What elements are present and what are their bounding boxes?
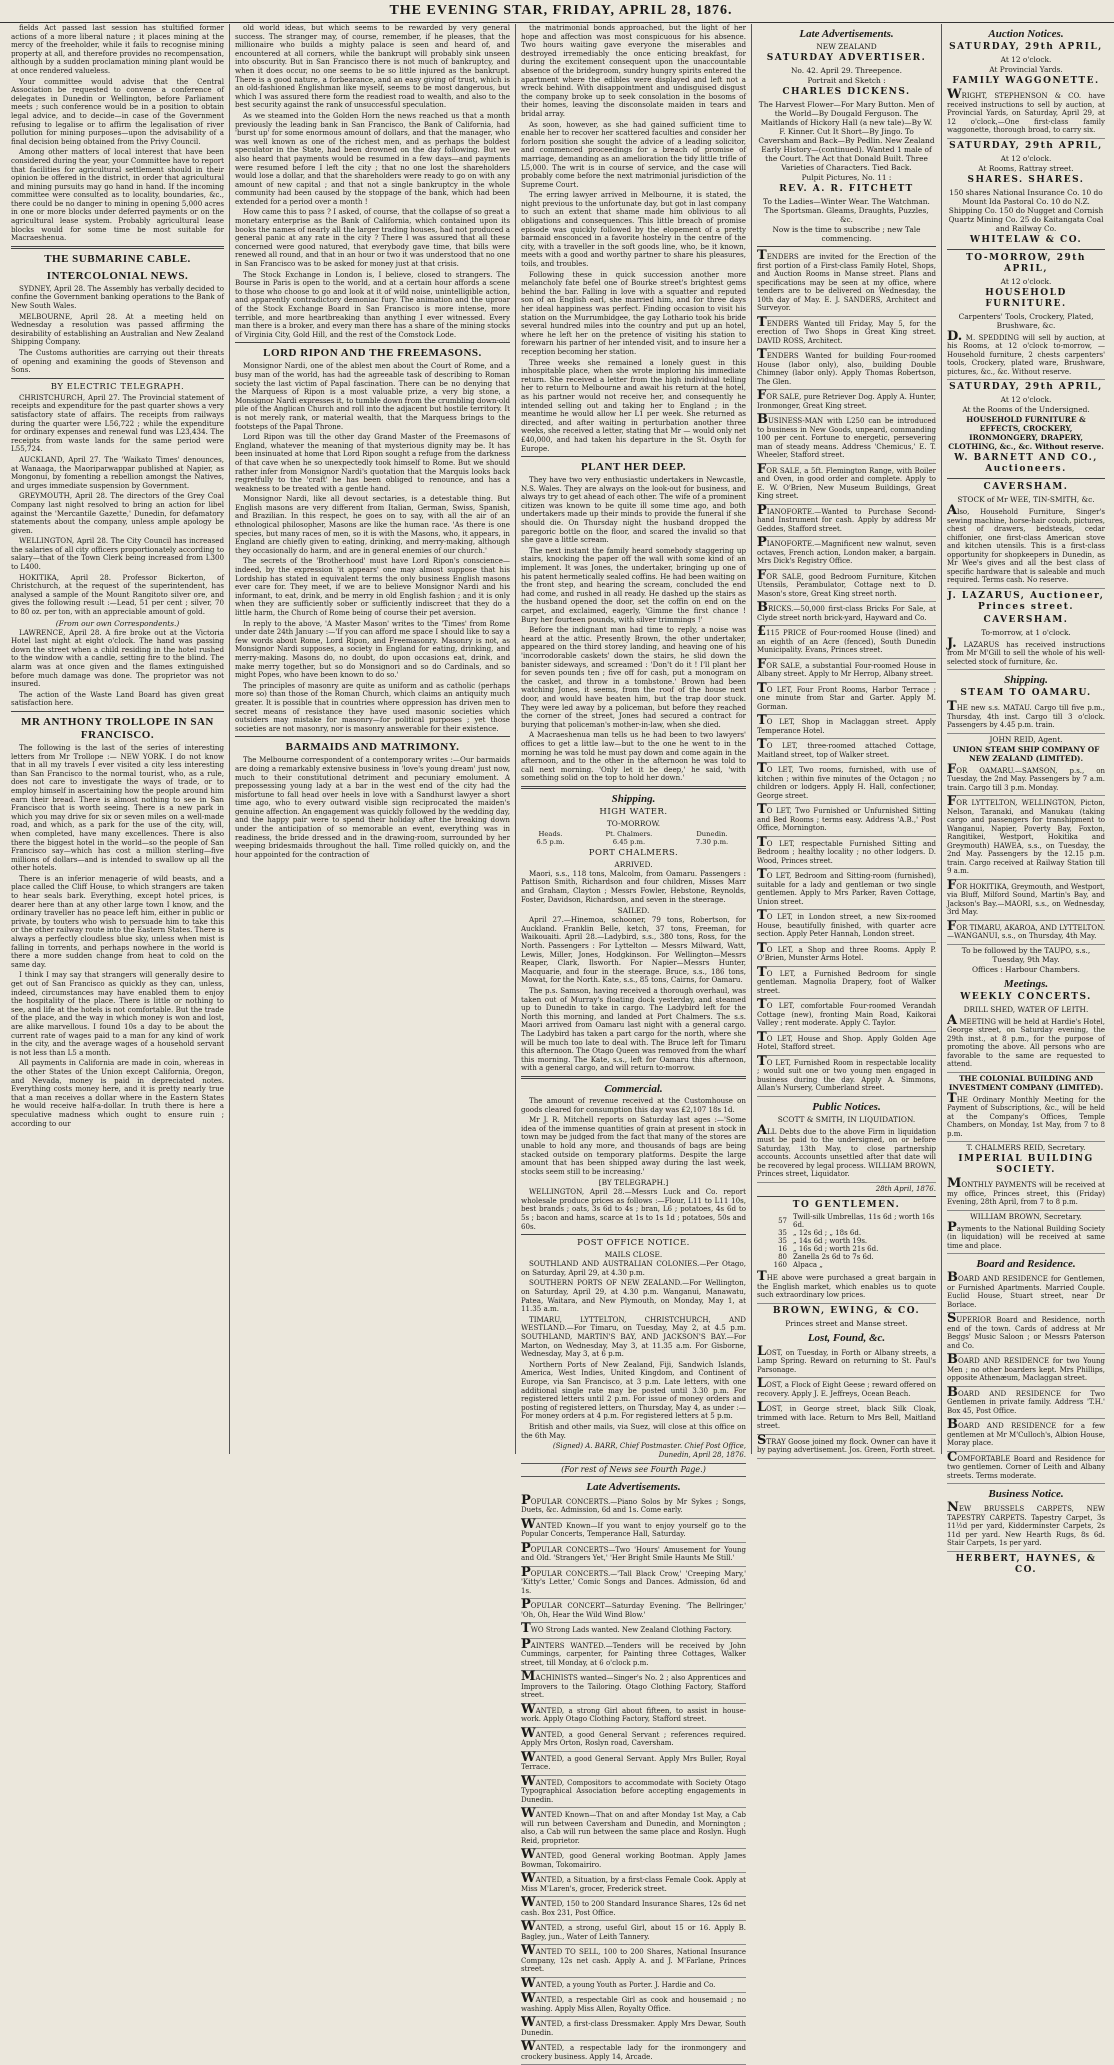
divider xyxy=(11,246,224,249)
classified-ad: TO LET, Four Front Rooms, Harbor Terrace ; one minute from Star and Garter. Apply M. Gorman. xyxy=(757,683,936,716)
news-sydney: SYDNEY, April 28. The Assembly has verbally decided to confine the Government banking operations to the Bank of New South Wales. xyxy=(11,283,224,311)
sailed-text: April 27.—Hinemoa, schooner, 79 tons, Robertson, for Auckland. Franklin Belle, ketch, 37 tons, Freeman, for Waikouaiti. April 28.—Ladybird, s.s., 380 tons, Ross, for the North. Passengers : For Lyttelton — Messrs Milward, Watt, Lewis, Miller, Jones, Hodgkinson. For Wellington—Messrs Reaper, Clark, Ilsworth. For Napier—Messrs Hunter, Macquarie, and four in the steerage. Bruce, s.s., 186 tons, Mowat, for the North. Kate, s.s., 85 tons, Cairns, for Oamaru. xyxy=(521,915,746,985)
classified-ad: WANTED Known—That on and after Monday 1st May, a Cab will run between Caversham and Dunedin, and Mornington ; also, a Cab will run between the same place and Roslyn. Hugh Reid, proprietor. xyxy=(521,1808,746,1849)
classified-ad: WANTED Known—If you want to enjoy yourself go to the Popular Concerts, Temperance Hall, Saturday. xyxy=(521,1519,746,1543)
divider xyxy=(235,736,510,737)
secretary-name: WILLIAM BROWN, Secretary. xyxy=(970,1211,1082,1221)
divider xyxy=(521,1076,746,1079)
news-melbourne: MELBOURNE, April 28. At a meeting held on Wednesday a resolution was passed affirming the desirability of establishing an Australian and New Zealand Shipping Company. xyxy=(11,311,224,347)
board-ad: BOARD AND RESIDENCE for Two Gentlemen in private family. Address 'T.H.' Box 45, Post Office. xyxy=(947,1387,1105,1420)
sa-line1: NEW ZEALAND xyxy=(816,42,877,51)
business-ad: NEW BRUSSELS CARPETS, NEW TAPESTRY CARPETS. Tapestry Carpet, 3s 11½d per yard, Kidderminster Carpets, 2s 11d per yard. New Hearth Rugs, 8s 6d. Stair Carpets, 1s per yard. xyxy=(947,1502,1105,1552)
stock-body: Also, Household Furniture, Singer's sewing machine, horse-hair couch, pictures, chest of drawers, bedsteads, cedar chiffonier, one first-class American stove and kitchen utensils. This is a first-class opportunity for shopkeepers in Dunedin, as Mr Wee's gives and all the best class of specific hardware that is saleable and much required. Terms cash. No reserve. xyxy=(947,505,1105,589)
classified-ad: FOR SALE, a 5ft. Flemington Range, with Boiler and Oven, in good order and complete. Apply to E. W. O'Brien, New Museum Buildings, Great King street. xyxy=(757,464,936,505)
price-qty: 16 xyxy=(778,1245,787,1253)
barmaids-para-3: As soon, however, as she had gained sufficient time to enable her to recover her scattered faculties and consider her forlorn position she sought the advice of a leading solicitor, and commenced proceedings for a breach of promise of marriage, demanding as an amelioration the tidy little trifle of L5,000. The writ is in course of service, and the case will probably come before the next matrimonial jurisdiction of the Supreme Court. xyxy=(521,119,746,189)
classified-ad: WANTED, 150 to 200 Standard Insurance Shares, 12s 6d net cash. Box 231, Post Office. xyxy=(521,1897,746,1921)
section-shipping: Shipping. xyxy=(1004,674,1048,686)
classified-ad: PAINTERS WANTED.—Tenders will be received by John Cummings, carpenter, for Painting three Cottages, Walker street, till Monday, at 6 o'clock p.m. xyxy=(521,1639,746,1672)
to-gentlemen-heading: TO GENTLEMEN. xyxy=(792,1200,901,1210)
trollope-cont-4: The Stock Exchange in London is, I believe, closed to strangers. The Bourse in Paris is open to the world, and at a certain hour affords a scene to those who choose to go and look at it of wild noise, unintelligible action, and apparently contradictory demoniac fury. The animation and the uproar of the Stock Exchange Board in San Francisco is more intense, more terrible, and more heartbreaking than anything I ever witnessed. Every man there is a broker, and every man there has a share of the mining stocks of Virginia City, Gold Hill, and the rest of the Comstock Lode. xyxy=(235,269,510,339)
section-commercial: Commercial. xyxy=(604,1082,663,1095)
shares-heading: SHARES. SHARES. xyxy=(967,174,1085,185)
classified-ad: TO LET, House and Shop. Apply Golden Age Hotel, Stafford street. xyxy=(757,1032,936,1056)
masthead xyxy=(0,0,1114,23)
post-notice-2: SOUTHERN PORTS OF NEW ZEALAND.—For Wellington, on Saturday, April 29, at 4.30 p.m. Wanganui, Manawatu, Patea, Waitara, and New Plymouth, on Monday, May 1, at 11.35 a.m. xyxy=(521,1278,746,1314)
classified-ad: WANTED, a Situation, by a first-class Female Cook. Apply at Miss M'Laren's, grocer, Frederick street. xyxy=(521,1873,746,1897)
umbrella-price-list xyxy=(757,1213,936,1269)
news-waste-land: The action of the Waste Land Board has given great satisfaction here. xyxy=(11,689,224,708)
classified-ad: TO LET, a Furnished Bedroom for single gentleman. Magnolia Drapery, foot of Walker street. xyxy=(757,967,936,1000)
ship-ad: FOR TIMARU, AKAROA, AND LYTTELTON.—WANGANUI, s.s., on Thursday, 4th May. xyxy=(947,921,1105,945)
trollope-cont-1: old world ideas, but which seems to be rewarded by very general success. The stranger may, of course, remember, if he pleases, that the millionaire who builds a mighty palace is seen and heard of, and encountered at all corners, while the bankrupt will probably sink unseen into obscurity. But in San Francisco there is not much of bankruptcy, and when it does occur, no one seems to be so little injured as the bankrupt. There is a good nature, a forbearance, and an easy giving of trust, which is an old-fashioned Englishman like myself, seems to be most dangerous, but which I was assured there form the readiest road to wealth, and also to the best security against the rank of unsuccessful speculation. xyxy=(235,23,510,110)
classified-ad: BUSINESS-MAN with L250 can be introduced to business in New Goods, unpeard, commanding 100 per cent. Fortune to energetic, persevering man of steady means. Address 'Chemicus,' E. T. Wheeler, Stafford street. xyxy=(757,414,936,464)
tide-place: Pt. Chalmers. xyxy=(605,829,653,838)
trollope-para-1: The following is the last of the series of interesting letters from Mr Trollope :— NEW YORK. I do not know that in all my travels I ever visited a city less interesting than San Francisco to the normal tourist, who, as a rule, does not care to investigate the ways of trade, or to employ himself in ascertaining how the people around him earn their bread. There is almost nothing to see in San Francisco that is worth seeing. There is a new park in which you may drive for six or seven miles on a well-made road, and which, as a park for the use of the city, will, when completed, have many excellences. There is also there the biggest hotel in the world—so the people of San Francisco say—which has cost a million sterling—five millions of dollars—and is intended to swallow up all the other hotels. xyxy=(11,742,224,873)
offices-line: Offices : Harbour Chambers. xyxy=(972,964,1080,974)
classified-ad: FOR SALE, pure Retriever Dog. Apply A. Hunter, Ironmonger, Great King street. xyxy=(757,390,936,414)
classified-ad: WANTED, a first-class Dressmaker. Apply Mrs Dewar, South Dunedin. xyxy=(521,2017,746,2041)
imperial-body: MONTHLY PAYMENTS will be received at my office, Princes street, this (Friday) Evening, 28th April, from 7 to 8 p.m. xyxy=(947,1178,1105,1211)
price-item: Twill-silk Umbrellas, 11s 6d ; worth 16s 6d. xyxy=(793,1213,935,1229)
auction-time: At 12 o'clock. xyxy=(1000,153,1052,163)
arrived-text: Maori, s.s., 118 tons, Malcolm, from Oamaru. Passengers : Pattison Smith, Richardson and four children, Misses Marr and Graham, Clayton ; Messrs Fowler, Hebstone, Reynolds, Foster, Davidson, Richardson, and seven in the steerage. xyxy=(521,868,746,904)
ripon-para-4: The secrets of the 'Brotherhood' must have Lord Ripon's conscience—indeed, by the expression 'it appears' one may almost suppose that his Lordship has stated in equivalent terms the only business English masons ever care for. They meet, if we are to believe Monsignor Nardi and his informant, to eat, drink, and be merry in old English fashion ; and it is only when they are sufficiently sober or sufficiently indiscreet that they do a little harm, the Church of Rome being of course their pet aversion. xyxy=(235,556,510,617)
auction-date: SATURDAY, 29th APRIL, xyxy=(949,42,1103,52)
auction-date: SATURDAY, 29th APRIL, xyxy=(949,382,1103,392)
auction-time: At 12 o'clock. xyxy=(1000,395,1052,404)
board-ad: BOARD AND RESIDENCE for two Young Men ; no other boarders kept. Mrs Phillips, opposite Athenæum, Maclaggan street. xyxy=(947,1354,1105,1387)
national-note: Payments to the National Building Society (in liquidation) will be received at same time and place. xyxy=(947,1222,1105,1255)
divider xyxy=(521,786,746,789)
price-item: „ 12s 6d ; „ 18s 6d. xyxy=(793,1229,862,1237)
shipping-news: The p.s. Samson, having received a thorough overhaul, was taken out of Murray's floating dock yesterday, and steamed up to Dunedin to take in cargo. The Ladybird left for the North this morning, and landed at Port Chalmers. The s.s. Maori arrived from Oamaru last night with a general cargo. The Ladybird has taken a part cargo for the north, where she will be much too late to deal with. The Bruce left for Timaru this afternoon. The Otago Queen was removed from the wharf this morning. The Kate, s.s., left for Oamaru this afternoon, with a general cargo, and will return to-morrow. xyxy=(521,986,746,1073)
tide-time: 6.5 p.m. xyxy=(536,837,565,846)
auction-item-title: FAMILY WAGGONETTE. xyxy=(952,76,1100,86)
price-item: Zanella 2s 6d to 7s 6d. xyxy=(793,1253,874,1261)
mining-report-among: Among other matters of local interest that have been considered during the year, your Committee have to report that facilities for agricultural settlement should in their opinion be offered in the district, in order that agricultural and mining pursuits may go hand in hand. If the incoming committee were consulted as to locality, boundaries, &c., there could be no danger to mining in opening 5,000 acres in one or more blocks under deferred payments or on the agricultural lease system. Probably agricultural lease blocks would for some time be most suitable for Macraeshenua. xyxy=(11,147,224,243)
classified-ad: TO LET, comfortable Four-roomed Verandah Cottage (new), fronting Main Road, Kaikorai Valley ; rent moderate. Apply C. Taylor. xyxy=(757,999,936,1032)
scott-smith-date: 28th April, 1876. xyxy=(875,1184,936,1193)
news-customs: The Customs authorities are carrying out their threats of opening and examining the goods of Stevenson and Sons. xyxy=(11,348,224,375)
section-late-advertisements: Late Advertisements. xyxy=(586,1480,681,1493)
auction-time: At 12 o'clock. xyxy=(1000,55,1052,64)
stock-heading: STOCK of Mr WEE, TIN-SMITH, &c. xyxy=(957,495,1095,504)
purchase-note: THE above were purchased a great bargain in the English market, which enables us to quote such extraordinary low prices. xyxy=(757,1271,936,1304)
classified-ad: TWO Strong Lads wanted. New Zealand Clothing Factory. xyxy=(521,1623,746,1639)
herbert-haynes-name: HERBERT, HAYNES, & CO. xyxy=(955,1553,1097,1575)
ripon-para-1: Monsignor Nardi, one of the ablest men about the Court of Rome, and a busy man of the world, has had the agreeable task of describing to Roman society the last victim of Papal fascination. There can be no denying that the Marquess of Ripon is a most valuable prize, a very big stone, a Monsignor Nardi expresses it, to tumble down from the crumbling down-old pile of the Anglican Church and roll into the adjacent but hostile territory. It is not merely rank, or material wealth, that the Marquess brings to the footsteps of the Papal Throne. xyxy=(235,361,510,431)
classified-ad: TO LET, three-roomed attached Cottage, Maitland street, top of Walker street. xyxy=(757,739,936,763)
classified-ad: TO LET, Shop in Maclaggan street. Apply Temperance Hotel. xyxy=(757,715,936,739)
headline-barmaids: BARMAIDS AND MATRIMONY. xyxy=(285,741,460,754)
lost-ad: LOST, a Flock of Eight Geese ; reward offered on recovery. Apply J. E. Jeffreys, Ocean Beach. xyxy=(757,1378,936,1402)
arrived-label: ARRIVED. xyxy=(614,859,653,869)
colonial-body: THE Ordinary Monthly Meeting for the Payment of Subscriptions, &c., will be held at the Company's Offices, Temple Chambers, on Monday, 1st May, from 7 to 8 p.m. xyxy=(947,1093,1105,1143)
masthead-title: THE EVENING STAR, FRIDAY, APRIL 28, 1876. xyxy=(389,3,733,18)
classified-ad: MACHINISTS wanted—Singer's No. 2 ; also Apprentices and Improvers to the Tailoring. Otago Clothing Factory, Stafford street. xyxy=(521,1671,746,1704)
classified-ad: FOR SALE, a substantial Four-roomed House in Albany street. Apply to Mr Herrop, Albany street. xyxy=(757,659,936,683)
board-ad: BOARD AND RESIDENCE for a few gentlemen at Mr M'Culloch's, Albion House, Moray place. xyxy=(947,1419,1105,1452)
divider xyxy=(947,478,1105,479)
brown-ewing-name: BROWN, EWING, & CO. xyxy=(772,1305,921,1316)
by-telegraph-label: [BY TELEGRAPH.] xyxy=(598,1178,669,1188)
section-lost-found: Lost, Found, &c. xyxy=(807,1331,886,1344)
steam-oamaru-heading: STEAM TO OAMARU. xyxy=(960,688,1092,698)
headline-plant-her-deep: PLANT HER DEEP. xyxy=(581,461,686,474)
ship-ad: FOR HOKITIKA, Greymouth, and Westport, via Bluff, Milford Sound, Martin's Bay, and Jackson's Bay.—MAORI, s.s., on Wednesday, 3rd May. xyxy=(947,880,1105,921)
mining-report-intro: fields Act passed last session has stultified former actions of a more liberal nature ; it places mining at the mercy of the freeholder, while it fails to recognise mining property at all, and therefore provides no recompensation, although by a sudden proclamation mining plant would be at once rendered valueless. xyxy=(11,23,224,75)
price-qty: 80 xyxy=(778,1253,787,1261)
classified-ad: TO LET, in London street, a new Six-roomed House, beautifully finished, with quarter acre section. Apply Peter Hannah, London street. xyxy=(757,910,936,943)
divider xyxy=(235,342,510,343)
rest-of-news-note: (For rest of News see Fourth Page.) xyxy=(521,1463,746,1477)
sa-contents: The Harvest Flower—For Mary Button. Men of the World—By Dougald Ferguson. The Maitlands of Hickory Hall (a new tale)—By W. F. Kinner. Cut It Short—By Jingo. To Caversham and Back—By Pedlin. New Zealand Early History—(continued). Wanted 1 male of the Court. The Act that Donald Built. Three Varieties of Characters. Tied Back. xyxy=(758,100,935,172)
saturday-advertiser-ad xyxy=(757,42,936,243)
tide-place: Dunedin. xyxy=(696,829,728,838)
trollope-para-4: All payments in California are made in coin, whereas in the other States of the Union except California, Oregon, and Nevada, money is paid in depreciated notes. Everything costs money here, and it is pretty nearly true that a man receives a dollar where in the Eastern States he would receive half-a-dollar. In truth there is here a speculative madness which ought to ensure ruin ; according to our xyxy=(11,1058,224,1128)
divider xyxy=(11,378,224,379)
trollope-para-3: I think I may say that strangers will generally desire to get out of San Francisco as quickly as they can, unless, indeed, circumstances may have enabled them to enjoy the hospitality of the place. There is little or nothing to see, and life at the hotels is not comfortable. But the trade of the place, and the way in which money is won and lost, are alike marvellous. I found 10s a day to be about the current rate of wages paid to a man for any kind of work in the city, and the average wages of a household servant is not less than L5 a month. xyxy=(11,970,224,1057)
price-qty: 35 xyxy=(778,1237,787,1245)
sa-pulpit: Pulpit Pictures, No. 11 : xyxy=(801,173,892,182)
lazarus-body: J. LAZARUS has received instructions from Mr M'Gill to sell the whole of his well-selected stock of furniture, &c. xyxy=(947,638,1105,671)
tide-time: 7.30 p.m. xyxy=(695,837,729,846)
auction-date: TO-MORROW, 29th APRIL, xyxy=(966,252,1086,274)
post-notice-1: SOUTHLAND AND AUSTRALIAN COLONIES.—Per Otago, on Saturday, April 29, at 4.30 p.m. xyxy=(521,1259,746,1277)
plant-para-2: The next instant the family heard somebody staggering up stairs, knocking the paper off the wall with some kind of an implement. It was Jones, the undertaker, bringing up one of his patent hermetically sealed coffins. He had been waiting on the front step, and hearing the scream, concluded the end had come, and rushed in all ready. He dashed up the stairs as the husband opened the door, set the coffin on end on the carpet, and exclaimed, eagerly, 'Gimme the first chance ! Bury her fourteen pounds, with silver trimmings !' xyxy=(521,545,746,624)
news-lawrence: LAWRENCE, April 28. A fire broke out at the Victoria Hotel last night at eight o'clock. The hand was passing down the street when a child residing in the hotel rushed to the window with a candle, setting fire to the blind. The alarm was at once given and the flames extinguished before much damage was done. The proprietor was not insured. xyxy=(11,627,224,689)
classified-ad: POPULAR CONCERT—Saturday Evening. 'The Bellringer,' 'Oh, Oh, Hear the Wild Wind Blow.' xyxy=(521,1599,746,1623)
section-business-notice: Business Notice. xyxy=(988,1488,1064,1500)
classified-ad: £115 PRICE of Four-roomed House (lined) and an eighth of an Acre (fenced), South Dunedin Municipality. Evans, Princes street. xyxy=(757,626,936,659)
post-notice-5: British and other mails, via Suez, will close at this office on the 6th May. xyxy=(521,1421,746,1440)
sa-more: To the Ladies—Winter Wear. The Watchman. The Sportsman. Gleams, Draughts, Puzzles, &c. xyxy=(763,197,930,224)
plant-para-3: Before the indignant man had time to reply, a noise was heard at the attic. Presently Brown, the other undertaker, appeared on the third storey landing, and heaving one of his 'incorrodorable caskets' down the stairs, he slid down the banister sideways, and screamed : 'Don't do it ! I'll plant her for seven pounds ten ; five off for cash, put a monogram on the casket, and throw in a tombstone.' Brown had been watching Jones, it seems, from the roof of the house next door, and would have beaten him, but the trap door stuck. They were led away by a policeman, but before they reached the corner of the street, Jones had secured a contract for burying that policeman's mother-in-law, when she died. xyxy=(521,625,746,729)
columns xyxy=(6,23,1110,2061)
agent-name: JOHN REID, Agent. xyxy=(989,734,1063,744)
commercial-grain: Mr J. R. Mitchell reports on Saturday last ages :—'Some idea of the immense quantities of grain at present in stock in town may be judged from the fact that many of the stores are unable to hold any more, and thousands of bags are being stacked outside on temporary platforms. Despite the large amount that has been shipped away during the last week, stocks seem still to be increasing.' xyxy=(521,1115,746,1176)
classified-ad: TO LET, Bedroom and Sitting-room (furnished), suitable for a lady and gentleman or two single gentlemen. Apply to Mrs Parker, Raven Cottage, Union street. xyxy=(757,869,936,910)
followed-by: To be followed by the TAUPO, s.s., Tuesday, 9th May. xyxy=(961,945,1091,964)
auction-date: SATURDAY, 29th APRIL, xyxy=(949,140,1103,151)
column-3 xyxy=(516,23,752,2061)
classified-ad: WANTED TO SELL, 100 to 200 Shares, National Insurance Company, 12s net cash. Apply A. and J. M'Farlane, Princes street. xyxy=(521,1945,746,1978)
household-items: Carpenters' Tools, Crockery, Plated, Brushware, &c. xyxy=(958,311,1094,330)
classified-ad: TENDERS Wanted till Friday, May 5, for the erection of Two Shops in Great King street. DAVID ROSS, Architect. xyxy=(757,317,936,350)
trollope-cont-3: How came this to pass ? I asked, of course, that the collapse of so great a monetary enterprise as the Bank of California, which contained upon its books the names of nearly all the larger trading houses, had not produced a general panic at any rate in the city ? There I was assured that all these concerned were good natured, that everybody gave time, that bills were renewed all round, and that in an hour or two it was understood that no one in San Francisco was to be asked for money just at that crisis. xyxy=(235,207,510,269)
sa-subscribe: Now is the time to subscribe ; new Tale commencing. xyxy=(772,225,921,243)
auction-time: At 12 o'clock. xyxy=(1000,276,1052,286)
classified-ad: POPULAR CONCERTS.—Piano Solos by Mr Sykes ; Songs, Duets, &c. Admission, 6d and 1s. Come early. xyxy=(521,1495,746,1519)
auction-place: At the Rooms of the Undersigned. xyxy=(962,405,1090,414)
classified-ad: WANTED, a strong, useful Girl, about 15 or 16. Apply B. Bagley, jun., Water of Leith Tannery. xyxy=(521,1921,746,1945)
classified-ad: WANTED, a respectable Girl as cook and housemaid ; no washing. Apply Miss Allen, Royalty Office. xyxy=(521,1993,746,2017)
ship-ad: FOR OAMARU.—SAMSON, p.s., on Tuesday, the 2nd May. Passengers by 7 a.m. train. Cargo till 3 p.m. Monday. xyxy=(947,764,1105,797)
household-heading: HOUSEHOLD FURNITURE. xyxy=(985,287,1067,309)
sa-issue: No. 42. April 29. Threepence. xyxy=(790,66,903,75)
classified-ad: TO LET, respectable Furnished Sitting and Bedroom ; healthy locality ; no other lodgers. D. Wood, Princes street. xyxy=(757,837,936,870)
post-office-heading: POST OFFICE NOTICE. xyxy=(577,1238,690,1249)
barmaids-para-6: Three weeks she remained a lonely guest in this inhospitable place, when she wrote imploring his immediate return. She received a letter from the high individual telling her to return to Melbourne and await his return at the hotel, as his partner would not receive her, and consequently he intended selling out and taking her to England ; in the meantime he would allow her L1 per week. She returned as directed, and after waiting in perturbation another three weeks, she received a letter, stating that Mr — would only net £40,000, and had taken his departure in the St. Osyth for Europe. xyxy=(521,357,746,453)
weekly-concerts-heading: WEEKLY CONCERTS. xyxy=(960,991,1092,1002)
post-notice-4: Northern Ports of New Zealand, Fiji, Sandwich Islands, America, West Indies, United Kingdom, and Continent of Europe, via San Francisco, at 3 p.m. Late letters, with one additional single rate may be posted until 3.30 p.m. For registered letters until 2 p.m. For issue of money orders and posting of registered letters, on Thursday, May 4, as under :—For money orders at 4 p.m. For registered letters at 5 p.m. xyxy=(521,1359,746,1421)
caversham-heading: CAVERSHAM. xyxy=(983,482,1069,492)
secretary-name: T. CHALMERS REID, Secretary. xyxy=(966,1143,1086,1152)
mails-close-label: MAILS CLOSE. xyxy=(604,1250,663,1260)
colonial-company-heading: THE COLONIAL BUILDING AND INVESTMENT COMPANY (LIMITED). xyxy=(948,1073,1104,1092)
matau-ad: THE new s.s. MATAU. Cargo till five p.m., Thursday, 4th inst. Cargo till 3 o'clock. Passengers by 4.45 p.m. train. xyxy=(947,701,1105,734)
correspondents-note: (From our own Correspondents.) xyxy=(55,618,180,628)
classified-ad: TO LET, Furnished Room in respectable locality ; would suit one or two young men engaged in business during the day. Apply A. Simmons, Allan's Nursery, Cumberland street. xyxy=(757,1056,936,1097)
board-ad: SUPERIOR Board and Residence, north end of the town. Cards of address at Mr Beggs' Music Saloon ; or Messrs Paterson and Co. xyxy=(947,1313,1105,1354)
barmaids-para-5: Following these in quick succession another more melancholy fate befel one of Bourke street's brightest gems behind the bar. Falling in love with a squatter and reputed son of an English earl, she married him, and for three days her ideal happiness was perfect. Finding occasion to visit his station on the Murrumbidgee, the gay Lothario took his bride several hundred miles into the country and put up an hotel, where he left her on the pretence of visiting his station to forewarn his partner of her intended visit, and to insure her a reception becoming her station. xyxy=(521,269,746,356)
price-item: Alpaca „ xyxy=(793,1261,823,1269)
union-company-heading: UNION STEAM SHIP COMPANY OF NEW ZEALAND (LIMITED). xyxy=(952,744,1100,763)
lost-ad: STRAY Goose joined my flock. Owner can have it by paying advertisement. Jos. Green, Forth street. xyxy=(757,1435,936,1459)
whitelaw-name: WHITELAW & CO. xyxy=(969,234,1083,245)
sa-rev: REV. A. R. FITCHETT xyxy=(779,184,914,194)
barmaids-para-2: the matrimonial bonds approached, but the light of her hope and affection was most conspicuous for his absence. Two hours waiting gave everyone the miserables and destroyed irremediably the once enticing breakfast, for during the excitement consequent upon the unaccountable absence of the bridegroom, sundry hungry spirits entered the apartment where the edibles were displayed and left not a wreck behind. With disappointment and undisguised disgust the company broke up to seek consolation in the bosoms of their homes, leaving the disconsolate maiden in tears and bridal array. xyxy=(521,23,746,118)
scott-smith-body: ALL Debts due to the above Firm in liquidation must be paid to the undersigned, on or before Saturday, 13th May, to close partnership accounts. Accounts unsettled after that date will be recovered by legal process. WILLIAM BROWN, Princes street, Liquidator. xyxy=(757,1125,936,1183)
classified-ad: WANTED, a young Youth as Porter. J. Hardie and Co. xyxy=(521,1978,746,1994)
ripon-para-6: The principles of masonry are quite as uniform and as catholic (perhaps more so) than those of the Roman Church, which claims an antiquity much greater. It is possible that in countries where oppression has driven men to secret means of resistance they have used masonic societies which outsiders may mistake for masonry—for political purposes ; yet those societies are not masonry, nor is masonry answerable for their existence. xyxy=(235,680,510,733)
furniture-heading: HOUSEHOLD FURNITURE & EFFECTS, CROCKERY, IRONMONGERY, DRAPERY, CLOTHING, &c., &c. Without reserve. xyxy=(948,415,1104,451)
lazarus-name: J. LAZARUS, Auctioneer, Princes street. xyxy=(947,590,1105,612)
section-meetings: Meetings. xyxy=(1003,977,1049,990)
headline-submarine-cable: THE SUBMARINE CABLE. xyxy=(44,252,191,265)
lost-ad: LOST, on Tuesday, in Forth or Albany streets, a Lamp Spring. Reward on returning to St. Paul's Parsonage. xyxy=(757,1346,936,1379)
board-ad: COMFORTABLE Board and Residence for two gentlemen. Corner of Leith and Albany streets. Terms moderate. xyxy=(947,1452,1105,1485)
ripon-para-3: Monsignor Nardi, like all devout sectaries, is a detestable thing. But English masons are very different from Italian, German, Swiss, Spanish, and Brazilian. In this respect, he goes on to say, with all the air of an ethnological philosopher, Masons are like the human race. 'As there is one species, but many races of men, so it is with the Masons, who, it appears, in England are chiefly given to eating, drinking, and merry-making, although they occasionally do harm, and are in general enemies of our church.' xyxy=(235,494,510,555)
classified-ad: WANTED, good General working Bootman. Apply James Bowman, Tokomairiro. xyxy=(521,1849,746,1873)
news-hokitika: HOKITIKA, April 28. Professor Bickerton, of Christchurch, at the request of the superintendent, has analysed a sample of the Mount Rangitoto silver ore, and gives the following result :—Lead, 51 per cent ; silver, 70 to 80 oz. per ton, with an appreciable amount of gold. xyxy=(11,572,224,617)
news-greymouth: GREYMOUTH, April 28. The directors of the Grey Coal Company last night resolved to bring an action for libel against the 'Mercantile Gazette,' Dunedin, for defamatory statements about the company, unless ample apology be given. xyxy=(11,491,224,535)
divider xyxy=(947,249,1105,250)
trollope-para-2: There is an inferior menagerie of wild beasts, and a place called the Cliff House, to which strangers are taken to hear seals bark. Everything, except hotel prices, is dearer here than at any other large town I know, and the ordinary traveller has no peace left him, either in public or private, by touters who wish to persuade him to take this or the other railway route into the Eastern States. There is always a perfectly cloudless blue sky, unless when mist is falling in torrents, and perhaps nowhere in the world is there a more sudden change from heat to cold on the same day. xyxy=(11,873,224,969)
drill-shed-line: DRILL SHED, WATER OF LEITH. xyxy=(963,1004,1089,1014)
section-board-residence: Board and Residence. xyxy=(976,1258,1076,1270)
sa-portrait: Portrait and Sketch : xyxy=(807,76,886,85)
sa-line2: SATURDAY ADVERTISER. xyxy=(766,53,927,63)
price-item: „ 16s 6d ; worth 21s 6d. xyxy=(793,1245,879,1253)
tomorrow-label: TO-MORROW. xyxy=(606,818,661,828)
column-2 xyxy=(230,24,516,1454)
plant-para-1: They have two very enthusiastic undertakers in Newcastle, N.S. Wales. They are always on the look-out for business, and always try to get ahead of each other. The wife of a prominent citizen was known to be quite ill some time ago, and both undertakers made up their minds to provide the funeral if she should die. On Thursday night the husband dropped the paregoric bottle on the floor, and scared the invalid so that she gave a little scream. xyxy=(521,475,746,545)
price-qty: 57 xyxy=(778,1217,787,1225)
price-qty: 35 xyxy=(778,1229,787,1237)
lost-ad: LOST, in George street, black Silk Cloak, trimmed with lace. Return to Mrs Bell, Maitland street. xyxy=(757,1402,936,1435)
classified-ad: POPULAR CONCERTS—Two 'Hours' Amusement for Young and Old. 'Strangers Yet,' 'Her Bright Smile Haunts Me Still.' xyxy=(521,1543,746,1567)
spedding-ad: D. M. SPEDDING will sell by auction, at his Rooms, at 12 o'clock to-morrow, —Household furniture, 2 chests carpenters' tools, Crockery, plated ware, Brushware, pictures, &c., &c. Without reserve. xyxy=(947,331,1105,381)
headline-trollope: MR ANTHONY TROLLOPE IN SAN FRANCISCO. xyxy=(21,715,214,741)
divider xyxy=(11,711,224,712)
barnett-name: W. BARNETT AND CO., Auctioneers. xyxy=(954,453,1098,474)
ripon-para-5: In reply to the above, 'A Master Mason' writes to the 'Times' from Rome under date 24th January :—'If you can afford me space I should like to say a few words about Rome, Lord Ripon, and Freemasonry. Masonry is not, as Monsignor Nardi supposes, a society in England for eating, drinking, and merry-making. Masons do, no doubt, do upon occasions eat, drink, and make merry together, but so do Monsignori and so do Cardinals, and so might Popes, who have been known to do so.' xyxy=(235,618,510,680)
divider xyxy=(521,456,746,457)
classified-list xyxy=(521,1492,746,2065)
column-4 xyxy=(752,24,942,1454)
news-christchurch: CHRISTCHURCH, April 27. The Provincial statement of receipts and expenditure for the past quarter shows a very satisfactory state of affairs. The receipts from railways during the quarter were L56,722 ; while the expenditure for ordinary expenses and renewal fund was L23,434. The receipts from waste lands for the same period were L55,724. xyxy=(11,392,224,454)
commercial-wellington: WELLINGTON, April 28.—Messrs Luck and Co. report wholesale produce prices as follows :—Flour, L11 to L11 10s, best brands ; oats, 3s 6d to 4s ; bran, L6 ; potatoes, 4s 6d to 5s ; bacon and hams, scarce at 1s to 1s 1d ; potatoes, 50s and 60s. xyxy=(521,1187,746,1231)
classified-ad: WANTED, a good General Servant ; references required. Apply Mrs Orton, Roslyn road, Caversham. xyxy=(521,1728,746,1752)
post-signature: (Signed) A. BARR, Chief Postmaster. Chief Post Office, Dunedin, April 28, 1876. xyxy=(552,1442,746,1459)
classified-ad: BRICKS.—50,000 first-class Bricks For Sale, at Clyde street north brick-yard, Hayward and Co. xyxy=(757,602,936,626)
section-public-notices: Public Notices. xyxy=(812,1100,881,1113)
classified-ad: TO LET, Two rooms, furnished, with use of kitchen ; within five minutes of the Octagon ; no children or lodgers. Apply H. Hall, confectioner, George street. xyxy=(757,763,936,804)
price-qty: 160 xyxy=(773,1261,787,1269)
section-shipping: Shipping. xyxy=(611,792,656,805)
plant-para-4: A Macraeshenua man tells us he had been to two lawyers' offices to get a little law—but to the one he went to in the morning he was told he must pay down and come again in the afternoon, and to the other in the afternoon he was told to call next morning. 'Only let it be deep,' he said, 'with something solid on the top to hold her down.' xyxy=(521,730,746,783)
classified-ad: TENDERS Wanted for building Four-roomed House (labor only), also, building Double Chimney (labor only). Apply Thomas Robertson, The Glen. xyxy=(757,349,936,390)
sa-name: CHARLES DICKENS. xyxy=(782,87,911,97)
classified-ad: WANTED, a strong Girl about fifteen, to assist in house-work. Apply Otago Clothing Factory, Stafford street. xyxy=(521,1704,746,1728)
tide-time: 6.45 p.m. xyxy=(612,837,646,846)
column-1 xyxy=(6,24,230,1454)
tide-table xyxy=(521,830,746,846)
tender-and-let-ads xyxy=(757,250,936,1097)
barmaids-para-1: The Melbourne correspondent of a contemporary writes :—Our barmaids are doing a remarkably extensive business in 'love's young dream' just now, much to their constitutional detriment and pecuniary emolument. A prepossessing young lady at a bar in the west end of the city had the misfortune to fall head over heels in love with a Sandhurst lawyer a short time ago, who to every outward visible sign reciprocated the maiden's genuine affection. An engagement was quickly followed by the wedding day, and the happy pair were to spend their holiday after the breaking down under the anticipation of so memorable an event, everything was in readiness, the bride dressed and in the drawing-room, surrounded by her weeping bridesmaids throughout the hall. Time rolled quickly on, and the hour appointed for the contraction of xyxy=(235,755,510,859)
trollope-cont-2: As we steamed into the Golden Horn the news reached us that a month previously the leading bank in San Francisco, the Bank of California, had 'burst up' for some enormous amount of dollars, and that the manager, who was well known as one of the richest men, and as perhaps the boldest speculator in the State, had been drowned on the day following. But we also heard that payments would be resumed in a few days—and payments were resumed before I left the city ; that no one lost the shareholders would lose a dollar, and that the shareholders were ready to go on with any amount of new capital ; and that not a single bankruptcy in the whole community had been caused by the stoppage of the bank, which had been extended for a period over a month ! xyxy=(235,110,510,206)
classified-ad: PIANOFORTE.—Magnificent new walnut, seven octaves, French action, London maker, a bargain. Mrs Dick's Registry Office. xyxy=(757,537,936,570)
sailed-label: SAILED. xyxy=(617,906,650,916)
ripon-para-2: Lord Ripon was till the other day Grand Master of the Freemasons of England, whatever the meaning of that mysterious dignity may be. It has been insinuated at home that Lord Ripon sought a refuge from the darkness of that cave when he so unexpectedly took himself to Rome. But we should rather infer from Monsignor Nardi's quotation that the Marquis looks back regretfully to the 'craft' he has been obliged to renounce, and has a weakness to be treated with a gentle hand. xyxy=(235,432,510,493)
meeting-body: A MEETING will be held at Hardie's Hotel, George street, on Saturday evening, the 29th inst., at 8 p.m., for the purpose of promoting the above. All persons who are favorable to the same are requested to attend. xyxy=(947,1015,1105,1073)
headline-ripon: LORD RIPON AND THE FREEMASONS. xyxy=(263,347,482,360)
classified-ad: TENDERS are invited for the Erection of the first portion of a First-class Family Hotel, Shops, and Auction Rooms in Manse street. Plans and specifications may be seen at my office, where tenders are to be delivered on Wednesday, the 10th day of May. E. J. SANDERS, Architect and Surveyor. xyxy=(757,250,936,317)
tide-place: Heads. xyxy=(538,829,563,838)
high-water-heading: HIGH WATER. xyxy=(599,806,668,817)
classified-ad: POPULAR CONCERTS.—'Tall Black Crow,' 'Creeping Mary,' 'Kitty's Letter,' Comic Songs and Dances. Admission, 6d and 1s. xyxy=(521,1567,746,1600)
post-notice-3: TIMARU, LYTTELTON, CHRISTCHURCH, AND WESTLAND.—For Timaru, on Tuesday, May 2, at 4.5 p.m. SOUTHLAND, MARTIN'S BAY, AND JACKSON'S BAY.—For Marton, on Wednesday, May 3, at 11.35 a.m. For Gisborne, Wednesday, May 3, at 6 p.m. xyxy=(521,1314,746,1359)
divider xyxy=(521,1234,746,1235)
classified-ad: WANTED, Compositors to accommodate with Society Otago Typographical Association before accepting engagements in Dunedin. xyxy=(521,1776,746,1809)
scott-smith-heading: SCOTT & SMITH, IN LIQUIDATION. xyxy=(777,1114,916,1124)
classified-ad: WANTED, a respectable lady for the ironmongery and crockery business. Apply 14, Arcade. xyxy=(521,2041,746,2065)
classified-ad: TO LET, Two Furnished or Unfurnished Sitting and Bed Rooms ; terms easy. Address 'A.B.,' Post Office, Mornington. xyxy=(757,804,936,837)
auction-ad: WRIGHT, STEPHENSON & CO. have received instructions to sell by auction, at Provincial Yards, on Saturday, April 29, at 12 o'clock,—One first-class family waggonette, thorough broad, to carry six. xyxy=(947,89,1105,139)
mining-report-council: Your committee would advise that the Central Association be requested to convene a conference of delegates in Dunedin or Wellington, before Parliament meets ; such conference would be in a position to obtain legal advice, and to decide—in case of the Government refusing to legalise or to affirm the legalisation of river pollution for mining purposes—upon the advisability of a final decision being obtained from the Privy Council. xyxy=(11,76,224,146)
news-wellington: WELLINGTON, April 28. The City Council has increased the salaries of all city officers proportionately according to salary—that of the Town Clerk being increased from L300 to L400. xyxy=(11,536,224,572)
imperial-heading: IMPERIAL BUILDING SOCIETY. xyxy=(958,1154,1094,1175)
auction-place: At Provincial Yards. xyxy=(989,65,1063,74)
commercial-revenue: The amount of revenue received at the Customhouse on goods cleared for consumption this day was £2,107 18s 1d. xyxy=(521,1095,746,1114)
brown-ewing-address: Princes street and Manse street. xyxy=(785,1318,908,1328)
board-ad: BOARD AND RESIDENCE for Gentlemen, or Furnished Apartments. Married Couple. Euclid House, Stuart street, near Dr Borlace. xyxy=(947,1272,1105,1313)
headline-telegraph: BY ELECTRIC TELEGRAPH. xyxy=(50,381,185,392)
classified-ad: PIANOFORTE.—Wanted to Purchase Second-hand Instrument for cash. Apply by address Mr Geddes, Stafford street. xyxy=(757,505,936,538)
port-chalmers-heading: PORT CHALMERS. xyxy=(588,847,679,858)
divider xyxy=(757,1196,936,1197)
section-auction-notices: Auction Notices. xyxy=(988,28,1064,40)
classified-ad: TO LET, a Shop and three Rooms. Apply P. O'Brien, Munster Arms Hotel. xyxy=(757,943,936,967)
divider xyxy=(757,246,936,247)
caversham-heading: CAVERSHAM. xyxy=(983,614,1069,625)
headline-intercolonial: INTERCOLONIAL NEWS. xyxy=(46,269,189,282)
news-auckland: AUCKLAND, April 27. The 'Waikato Times' denounces, at Wanaaga, the Maoriparwappar published at Napier, as Mongonui, by fomenting a rebellion amongst the Natives, and urges immediate suspension by Government. xyxy=(11,454,224,490)
classified-ad: WANTED, a good General Servant. Apply Mrs Buller, Royal Terrace. xyxy=(521,1752,746,1776)
auction-time: To-morrow, at 1 o'clock. xyxy=(981,627,1071,637)
auction-place: At Rooms, Rattray street. xyxy=(978,163,1074,173)
column-5 xyxy=(942,24,1110,1575)
classified-ad: FOR SALE, good Bedroom Furniture, Kitchen Utensils, Perambulator, Cottage next to D. Mason's store, Great King street north. xyxy=(757,570,936,603)
price-item: „ 14s 6d ; worth 19s. xyxy=(793,1237,868,1245)
barmaids-para-4: The erring lawyer arrived in Melbourne, it is stated, the night previous to the unfortunate day, but got in last company to such an extent that shame made him oblivious to all obligations and consequences. This little breach of promise episode was quickly followed by the elopement of a pretty barmaid ensconced in a favorite hostelry in the centre of the city, with a traveller in the soft goods line, who, be it known, meets with a good and worthy partner to share his pleasures, toils, and troubles. xyxy=(521,190,746,269)
section-late-advertisements: Late Advertisements. xyxy=(799,28,894,40)
ship-ad: FOR LYTTELTON, WELLINGTON, Picton, Nelson, Taranaki, and Manukau (taking cargo and passengers for transhipment to Wanganui, Napier, Poverty Bay, Foxton, Rangitikei, Westport, Hokitika and Greymouth) HAWEA, s.s., on Tuesday, the 2nd May. Passengers by the 12.15 p.m. train. Cargo received at Railway Station till 9 a.m. xyxy=(947,796,1105,880)
shares-list: 150 shares National Insurance Co. 10 do Mount Ida Pastoral Co. 10 do N.Z. Shipping Co. 150 do Nugget and Cornish Quartz Mining Co. 25 do Kaitangata Coal and Railway Co. xyxy=(948,187,1104,233)
